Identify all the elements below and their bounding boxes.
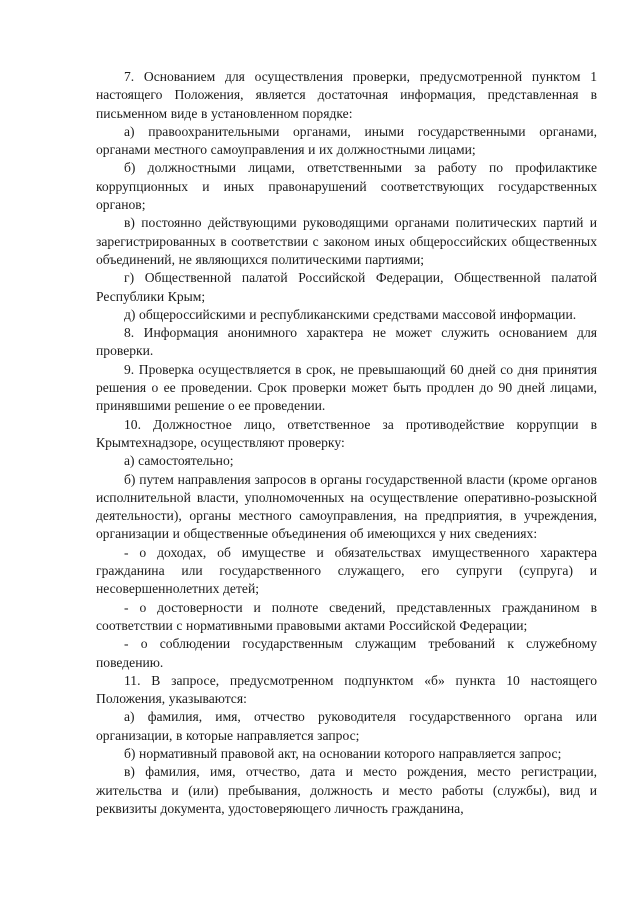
paragraph-11v: в) фамилия, имя, отчество, дата и место рождения, место регистрации, жительства и (или) пребывания, должность и место работы (службы), вид и реквизиты документа, удостоверяющего личность гражданина, bbox=[96, 764, 597, 816]
paragraph-11a: а) фамилия, имя, отчество руководителя государственного органа или организации, в которые направляется запрос; bbox=[96, 709, 597, 743]
paragraph-7: 7. Основанием для осуществления проверки, предусмотренной пунктом 1 настоящего Положения, является достаточная информация, представленная в письменном виде в установленном порядке: bbox=[96, 69, 597, 121]
paragraph-10b: б) путем направления запросов в органы государственной власти (кроме органов исполнительной власти, уполномоченных на осуществление оперативно-розыскной деятельности), органы местного самоуправления, на предприятия, в учреждения, организации и общественные объединения об имеющихся у них сведениях: bbox=[96, 471, 597, 542]
paragraph-11b: б) нормативный правовой акт, на основании которого направляется запрос; bbox=[124, 745, 562, 761]
paragraph-11: 11. В запросе, предусмотренном подпунктом «б» пункта 10 настоящего Положения, указываются: bbox=[96, 672, 597, 707]
document-body bbox=[96, 68, 597, 818]
paragraph-10b-income: - о доходах, об имуществе и обязательствах имущественного характера гражданина или государственного служащего, его супруги (супруга) и несовершеннолетних детей; bbox=[96, 544, 597, 597]
paragraph-9: 9. Проверка осуществляется в срок, не превышающий 60 дней со дня принятия решения о ее проведении. Срок проверки может быть продлен до 90 дней лицами, принявшими решение о ее проведении. bbox=[96, 361, 597, 414]
paragraph-10: 10. Должностное лицо, ответственное за противодействие коррупции в Крымтехнадзоре, осуществляют проверку: bbox=[96, 416, 597, 450]
paragraph-7g: г) Общественной палатой Российской Федерации, Общественной палатой Республики Крым; bbox=[96, 270, 597, 304]
paragraph-7b: б) должностными лицами, ответственными за работу по профилактике коррупционных и иных правонарушений соответствующих государственных органов; bbox=[96, 160, 597, 213]
paragraph-10b-reliability: - о достоверности и полноте сведений, представленных гражданином в соответствии с нормативными правовыми актами Российской Федерации; bbox=[96, 599, 597, 633]
paragraph-8: 8. Информация анонимного характера не может служить основанием для проверки. bbox=[96, 325, 597, 359]
paragraph-7a: а) правоохранительными органами, иными государственными органами, органами местного самоуправления и их должностными лицами; bbox=[96, 123, 597, 158]
paragraph-7v: в) постоянно действующими руководящими органами политических партий и зарегистрированных в соответствии с законом иных общероссийских общественных объединений, не являющихся политическими партиями; bbox=[96, 215, 597, 267]
paragraph-10a: а) самостоятельно; bbox=[124, 453, 234, 469]
paragraph-10b-conduct: - о соблюдении государственным служащим требований к служебному поведению. bbox=[96, 636, 597, 670]
paragraph-7d: д) общероссийскими и республиканскими средствами массовой информации. bbox=[124, 306, 577, 322]
